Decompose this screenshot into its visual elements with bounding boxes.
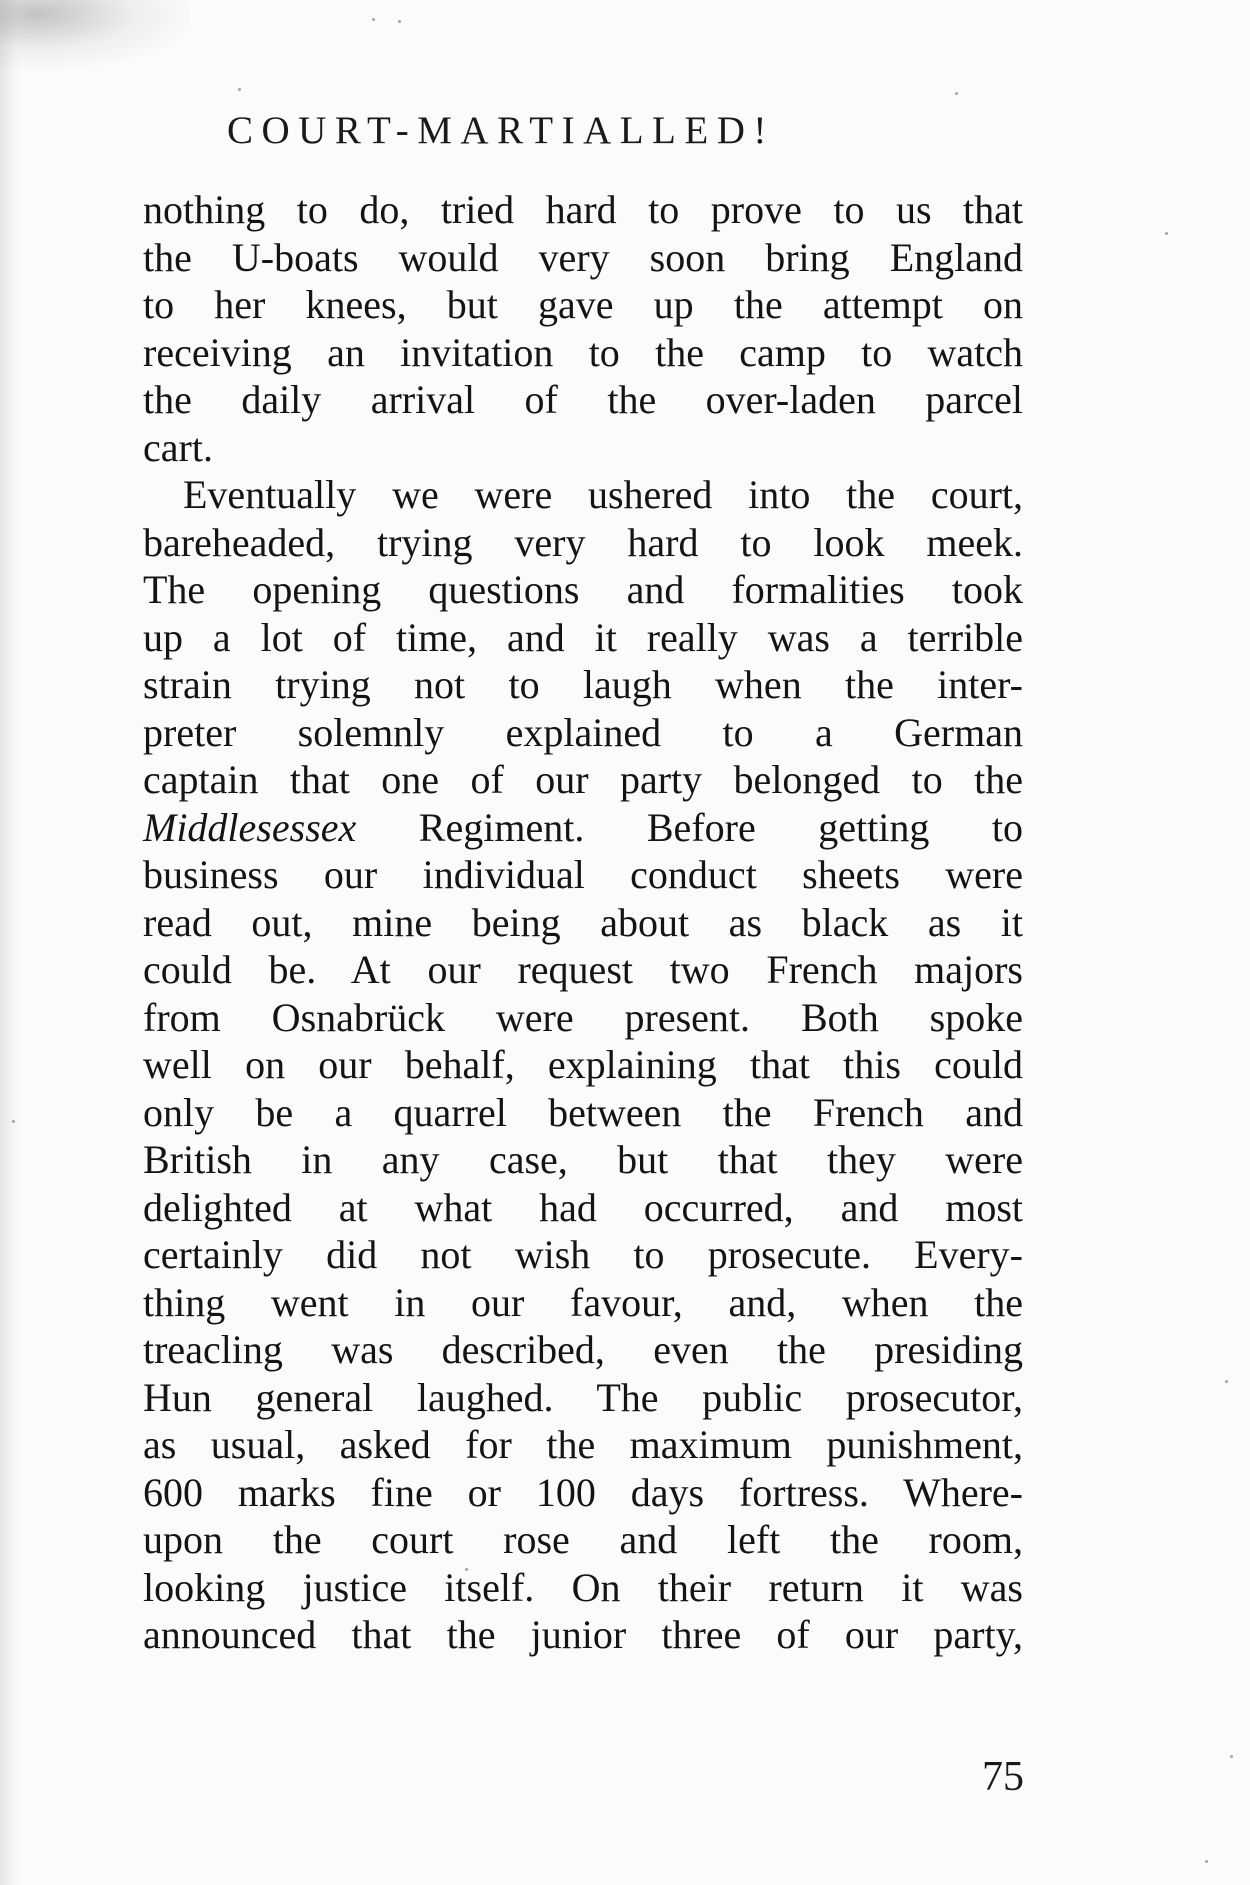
text-line: captain that one of our party belonged to the [143, 757, 1023, 802]
italic-regiment-name: Middlesessex [143, 804, 357, 850]
text-line: delighted at what had occurred, and most [143, 1184, 1023, 1230]
running-title: COURT-MARTIALLED! [227, 109, 775, 152]
text-line: only be a quarrel between the French and [143, 1089, 1023, 1135]
text-line: upon the court rose and left the room, [143, 1517, 1023, 1562]
scan-speck [238, 88, 241, 91]
text-line: the daily arrival of the over-laden parcel [143, 377, 1023, 422]
text-line: certainly did not wish to prosecute. Every- [143, 1232, 1023, 1277]
text-line: British in any case, but that they were [143, 1137, 1023, 1182]
scan-speck [465, 1568, 468, 1571]
text-line: business our individual conduct sheets were [143, 852, 1023, 897]
text-line: up a lot of time, and it really was a terrible [143, 614, 1023, 660]
text-line: announced that the junior three of our party, [143, 1612, 1023, 1657]
scan-corner-smudge [0, 0, 190, 70]
scan-speck [398, 20, 401, 23]
text-line: the U-boats would very soon bring England [143, 234, 1023, 280]
text-line: could be. At our request two French majors [143, 947, 1023, 992]
scan-speck [1225, 1380, 1228, 1383]
text-line: receiving an invitation to the camp to watch [143, 329, 1023, 375]
text-line: strain trying not to laugh when the inter- [143, 662, 1023, 707]
text-line: as usual, asked for the maximum punishment, [143, 1422, 1023, 1467]
text-line-rest: Regiment. Before getting to [356, 804, 1023, 850]
scan-speck [372, 18, 375, 21]
scan-speck [955, 92, 958, 95]
text-line: Eventually we were ushered into the court, [183, 472, 1023, 517]
text-line: bareheaded, trying very hard to look meek. [143, 519, 1023, 565]
text-line: 600 marks fine or 100 days fortress. Where- [143, 1469, 1023, 1515]
text-line: looking justice itself. On their return it was [143, 1564, 1023, 1610]
text-line-mixed [143, 804, 1023, 852]
body-text [143, 186, 1023, 1659]
scan-speck [1230, 1755, 1233, 1758]
text-line: thing went in our favour, and, when the [143, 1279, 1023, 1325]
text-line: cart. [143, 424, 213, 470]
scan-shadow-edge [0, 0, 22, 1885]
text-line: Hun general laughed. The public prosecutor, [143, 1374, 1023, 1420]
scan-speck [1165, 232, 1168, 235]
text-line: The opening questions and formalities took [143, 567, 1023, 612]
scan-speck [12, 1120, 15, 1123]
text-line: preter solemnly explained to a German [143, 709, 1023, 755]
scan-speck [1205, 1860, 1208, 1863]
text-line: well on our behalf, explaining that this could [143, 1042, 1023, 1087]
text-line: nothing to do, tried hard to prove to us that [143, 187, 1023, 232]
page-number: 75 [982, 1754, 1024, 1800]
text-line: to her knees, but gave up the attempt on [143, 282, 1023, 327]
text-line: treacling was described, even the presiding [143, 1327, 1023, 1372]
text-line: read out, mine being about as black as it [143, 899, 1023, 945]
text-line: from Osnabrück were present. Both spoke [143, 994, 1023, 1040]
